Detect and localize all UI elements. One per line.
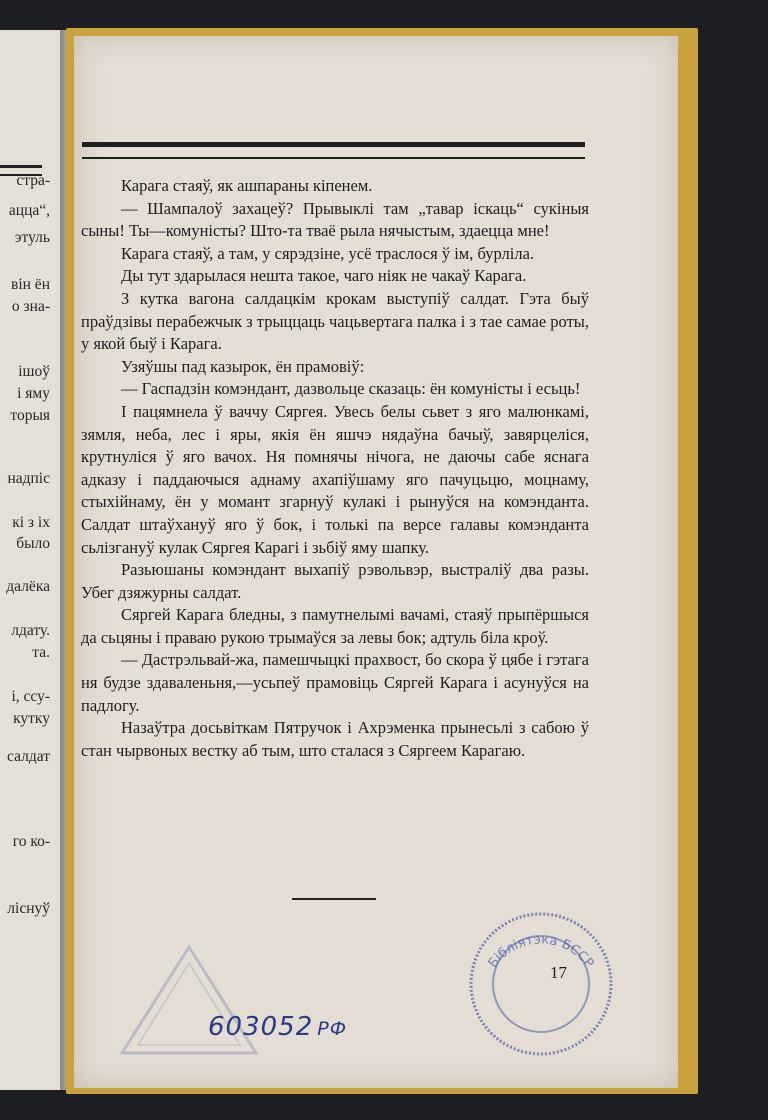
facing-page-fragment: він ён <box>11 276 50 293</box>
facing-page-fragment: кі з іх <box>12 514 50 531</box>
facing-page-fragment: і, ссу- <box>11 688 50 705</box>
facing-page-fragment: ацца“, <box>8 202 50 219</box>
inventory-number <box>208 1012 347 1042</box>
end-rule <box>292 898 376 900</box>
facing-page-fragment: надпіс <box>7 470 50 487</box>
facing-page-fragment: этуль <box>14 229 50 246</box>
paragraph: З кутка вагона салдацкім крокам выступіў салдат. Гэта быў праўдзівы перабежчык з трыццаць чацьвертага палка і з тае самае роты, у якой быў і Карага. <box>81 288 589 354</box>
triangle-stamp <box>114 941 264 1061</box>
page-number: 17 <box>550 963 567 982</box>
facing-page-fragment: та. <box>32 644 50 661</box>
paragraph: — Шампалоў захацеў? Прывыклі там „тавар іскаць“ сукіныя сыны! Ты—комуністы? Што-та тваё рыла нячыстым, здаецца мне! <box>81 198 589 241</box>
page <box>74 36 678 1088</box>
facing-page-fragment: кутку <box>13 710 50 727</box>
facing-page-fragment: торыя <box>10 407 50 424</box>
paragraph: Ды тут здарылася нешта такое, чаго ніяк не чакаў Карага. <box>121 266 527 286</box>
facing-page-fragment: лдату. <box>11 622 50 639</box>
facing-page-fragment: о зна- <box>11 298 50 315</box>
stamp-text: Бібліятэка БССР <box>485 932 597 971</box>
chapter-rule <box>82 142 585 159</box>
facing-page-fragment: было <box>16 535 50 552</box>
facing-page-fragment: го ко- <box>12 833 50 850</box>
facing-page <box>0 30 63 1090</box>
library-stamp <box>466 909 616 1059</box>
paragraph: Карага стаяў, а там, у сярэдзіне, усё траслося ў ім, бурліла. <box>121 243 535 263</box>
paragraph: — Дастрэльвай-жа, памешчыцкі прахвост, бо скора ў цябе і гэтага ня будзе здаваленьня,—усьпеў прамовіць Сяргей Карага і асунуўся на падлогу. <box>81 650 589 715</box>
paragraph: І пацямнела ў ваччу Сяргея. Увесь белы сьвет з яго малюнкамі, зямля, неба, лес і яры, якія ён яшчэ нядаўна бачыў, завярцеліся, крутнуліся ў яго вачох. Ня помнячы нічога, не даючы сабе яснага адказу і паддаючыся аднаму ахапіўшаму яго пачуцьцю, моцнаму, стыхійнаму, ён у момант згарнуў кулакі і рынуўся на комэнданта. Салдат штаўхануў яго ў бок, і толькі па версе галавы комэнданта сьлізгануў кулак Сяргея Карагі і зьбіў яму шапку. <box>81 401 589 557</box>
inventory-suffix: РФ <box>317 1018 348 1040</box>
paragraph: Назаўтра досьвіткам Пятручок і Ахрэменка прынесьлі з сабою ў стан чырвоных вестку аб тым, што сталася з Сяргеем Карагаю. <box>81 718 589 760</box>
facing-page-fragment: салдат <box>7 748 50 765</box>
facing-page-fragment: і яму <box>17 385 50 402</box>
svg-text:Бібліятэка БССР <box>486 932 597 971</box>
inventory-digits: 603052 <box>208 1012 314 1042</box>
facing-page-fragment: стра- <box>16 172 50 189</box>
body-text <box>81 175 589 762</box>
facing-page-fragment: ішоў <box>18 363 50 380</box>
paragraph: — Гаспадзін комэндант, дазвольце сказаць: ён комуністы і есьць! <box>121 379 581 399</box>
paragraph: Сяргей Карага бледны, з памутнелымі вачамі, стаяў прыпёршыся да сьцяны і праваю рукою трымаўся за левы бок; адтуль біла кроў. <box>81 605 589 647</box>
paragraph: Карага стаяў, як ашпараны кіпенем. <box>121 176 373 195</box>
facing-page-fragment: лiснуў <box>7 900 50 917</box>
paragraph: Узяўшы пад казырок, ён прамовіў: <box>121 356 365 376</box>
facing-page-fragment: далёка <box>6 578 50 595</box>
paragraph: Разьюшаны комэндант выхапіў рэвольвэр, выстраліў два разы. Убег дзяжурны салдат. <box>81 560 589 602</box>
